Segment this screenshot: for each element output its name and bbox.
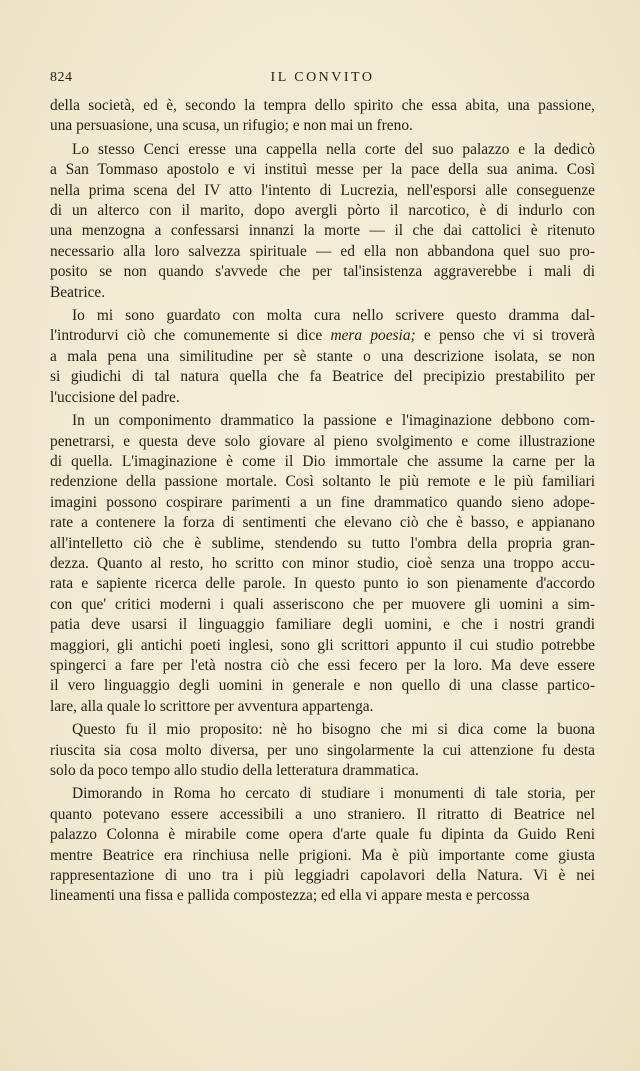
text-line: dezza. Quanto al resto, ho scritto con minor studio, cioè senza una troppo accu- <box>50 554 595 572</box>
text-line: rata e sapiente ricerca delle parole. In questo punto io son pienamente d'accordo <box>50 575 595 593</box>
text-line: maggiori, gli antichi poeti inglesi, sono gli scrittori appunto il cui studio potrebbe <box>50 636 595 654</box>
text-line: rappresentazione di uno tra i più leggiadri capolavori della Natura. Vi è nei <box>50 867 595 885</box>
text-line: Lo stesso Cenci eresse una cappella nella corte del suo palazzo e la dedicò <box>72 140 595 158</box>
text-line: quanto potevano essere accessibili a uno straniero. Il ritratto di Beatrice nel <box>50 805 595 823</box>
text-line: rate a contenere la forza di sentimenti che elevano ciò che è basso, e appianano <box>50 514 595 532</box>
text-line: redenzione della passione mortale. Così soltanto le più remote e le più familiari <box>50 473 595 491</box>
page-number: 824 <box>50 70 73 85</box>
paragraph <box>50 411 595 717</box>
text-line: all'intelletto ciò che è sublime, stendendo su tutto l'ombra della propria gran- <box>50 534 595 552</box>
text-line: di un alterco con il marito, dopo avergli pòrto il narcotico, è di indurlo con <box>50 202 595 220</box>
text-line: una menzogna a confessarsi innanzi la morte — il che dai cattolici è ritenuto <box>50 222 595 240</box>
text-line: spingerci a fare per l'età nostra ciò che essi fecero per la loro. Ma deve essere <box>50 656 595 674</box>
text-line: necessario alla loro salvezza spirituale — ed ella non abbandona quel suo pro- <box>50 242 595 260</box>
text-line: Io mi sono guardato con molta cura nello scrivere questo dramma dal- <box>72 307 595 325</box>
text-line: mentre Beatrice era rinchiusa nelle prigioni. Ma è più importante come giusta <box>50 846 595 864</box>
text-line: patia deve usarsi il linguaggio familiare degli uomini, e che i nostri grandi <box>50 616 595 634</box>
paragraph <box>50 96 595 137</box>
text-line: a mala pena una similitudine per sè stante o una descrizione isolata, se non <box>50 347 595 365</box>
text-line: una persuasione, una scusa, un rifugio; e non mai un freno. <box>50 117 413 135</box>
paragraph <box>50 784 595 906</box>
body-text <box>50 96 595 907</box>
running-title: IL CONVITO <box>270 70 375 85</box>
text-line: penetrarsi, e questa deve solo giovare al pieno svolgimento e come illustrazione <box>50 432 595 450</box>
text-line: In un componimento drammatico la passione e l'imaginazione debbono com- <box>72 412 595 430</box>
paragraph <box>50 720 595 781</box>
text-line: Beatrice. <box>50 283 106 301</box>
paragraph <box>50 306 595 408</box>
text-line: palazzo Colonna è mirabile come opera d'arte quale fu dipinta da Guido Reni <box>50 826 595 844</box>
text-line: posito se non quando s'avvede che per tal'insistenza aggraverebbe i mali di <box>50 263 595 281</box>
text-line: lineamenti una fissa e pallida compostezza; ed ella vi appare mesta e percossa <box>50 887 530 905</box>
text-line: Dimorando in Roma ho cercato di studiare i monumenti di tale storia, per <box>72 785 595 803</box>
text-line: il vero linguaggio degli uomini in generale e non quello di una classe partico- <box>50 677 595 695</box>
text-line: imagini possono cospirare parimenti a un fine drammatico quando sieno adope- <box>50 493 595 511</box>
text-line: solo da poco tempo allo studio della letteratura drammatica. <box>50 762 419 779</box>
text-line: lare, alla quale lo scrittore per avventura appartenga. <box>50 697 374 715</box>
text-line: Questo fu il mio proposito: nè ho bisogno che mi si dica come la buona <box>72 721 595 739</box>
text-line: con que' critici moderni i quali asseriscono che per muovere gli uomini a sim- <box>50 595 595 613</box>
text-line: l'introdurvi ciò che comunemente si dice mera poesia; e penso che vi si troverà <box>50 327 596 345</box>
page-header <box>50 70 595 94</box>
text-line: si giudichi di tal natura quella che fa Beatrice del precipizio prestabilito per <box>50 368 595 386</box>
text-line: a San Tommaso apostolo e vi instituì messe per la pace della sua anima. Così <box>50 161 595 179</box>
paragraph <box>50 140 595 303</box>
text-line: della società, ed è, secondo la tempra dello spirito che essa abita, una passione, <box>50 97 595 114</box>
text-line: riuscita sia cosa molto diversa, per uno singolarmente la cui attenzione fu desta <box>50 741 595 759</box>
text-line: l'uccisione del padre. <box>50 388 180 406</box>
text-line: di quella. L'imaginazione è come il Dio immortale che assume la carne per la <box>50 452 595 470</box>
text-line: nella prima scena del IV atto l'intento di Lucrezia, nell'esporsi alle conseguenze <box>50 181 595 199</box>
